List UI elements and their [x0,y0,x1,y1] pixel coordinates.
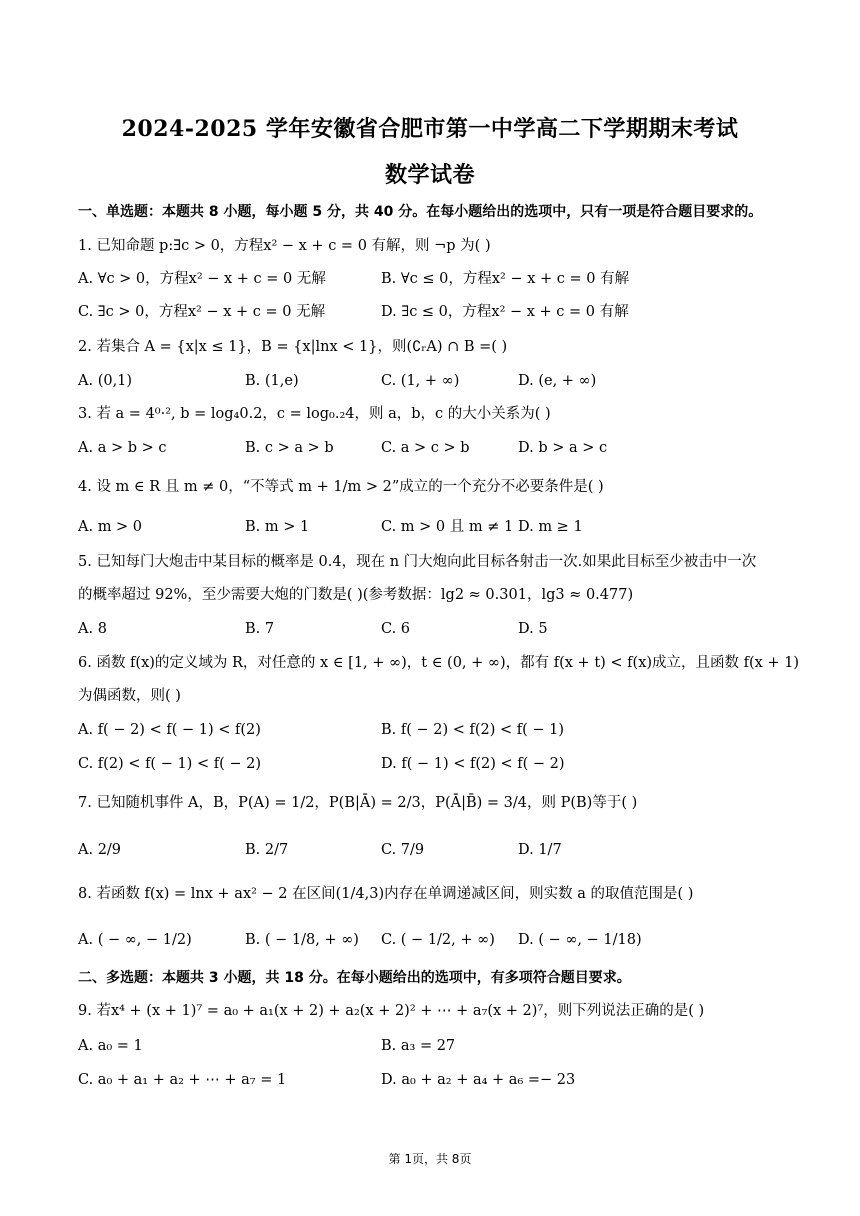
exam-subtitle: 数学试卷 [384,162,475,188]
question-4-option-a: A. m > 0 [78,519,143,535]
question-1-option-c: C. ∃c > 0，方程x² − x + c = 0 无解 [78,304,326,320]
question-9-stem: 9. 若x⁴ + (x + 1)⁷ = a₀ + a₁(x + 2) + a₂(x + 2)² + ⋯ + a₇(x + 2)⁷，则下列说法正确的是( ) [78,1003,705,1019]
question-7-option-b: B. 2/7 [245,842,289,858]
question-6-stem-line-1: 6. 函数 f(x)的定义域为 R，对任意的 x ∈ [1, + ∞)，t ∈ (0, + ∞)，都有 f(x + t) < f(x)成立，且函数 f(x + 1) [78,655,800,671]
question-5-option-b: B. 7 [245,621,275,637]
question-4-stem: 4. 设 m ∈ R 且 m ≠ 0，“不等式 m + 1/m > 2”成立的一个充分不必要条件是( ) [78,479,604,495]
question-2-stem: 2. 若集合 A = {x|x ≤ 1}，B = {x|lnx < 1}，则(∁ᵣA) ∩ B =( ) [78,339,508,355]
question-7-option-c: C. 7/9 [381,842,425,858]
question-6-option-a: A. f( − 2) < f( − 1) < f(2) [78,722,261,738]
question-8-option-a: A. ( − ∞, − 1/2) [78,932,192,948]
question-6-option-c: C. f(2) < f( − 1) < f( − 2) [78,756,261,772]
question-2-option-a: A. (0,1) [78,373,133,389]
question-6-option-b: B. f( − 2) < f(2) < f( − 1) [381,722,565,738]
question-9-option-c: C. a₀ + a₁ + a₂ + ⋯ + a₇ = 1 [78,1072,287,1088]
question-8-stem: 8. 若函数 f(x) = lnx + ax² − 2 在区间(1/4,3)内存在单调递减区间，则实数 a 的取值范围是( ) [78,886,694,902]
question-1-option-b: B. ∀c ≤ 0，方程x² − x + c = 0 有解 [381,271,630,287]
question-6-stem-line-2: 为偶函数，则( ) [78,688,181,704]
question-4-option-d: D. m ≥ 1 [518,519,583,535]
question-3-option-c: C. a > c > b [381,440,470,456]
question-2-option-c: C. (1, + ∞) [381,373,460,389]
question-1-option-a: A. ∀c > 0，方程x² − x + c = 0 无解 [78,271,326,287]
question-6-option-d: D. f( − 1) < f(2) < f( − 2) [381,756,565,772]
question-5-option-a: A. 8 [78,621,107,637]
question-8-option-d: D. ( − ∞, − 1/18) [518,932,642,948]
question-3-stem: 3. 若 a = 4⁰·², b = log₄0.2，c = log₀.₂4，则 a，b，c 的大小关系为( ) [78,406,551,422]
question-3-option-d: D. b > a > c [518,440,608,456]
question-7-stem: 7. 已知随机事件 A，B，P(A) = 1/2，P(B|Ā) = 2/3，P(Ā|B̄) = 3/4，则 P(B)等于( ) [78,795,638,811]
question-8-option-b: B. ( − 1/8, + ∞) [245,932,359,948]
question-8-option-c: C. ( − 1/2, + ∞) [381,932,495,948]
question-2-option-b: B. (1,e) [245,373,299,389]
question-7-option-d: D. 1/7 [518,842,562,858]
question-9-option-b: B. a₃ = 27 [381,1038,456,1054]
question-9-option-a: A. a₀ = 1 [78,1038,143,1054]
question-1-option-d: D. ∃c ≤ 0，方程x² − x + c = 0 有解 [381,304,629,320]
question-9-option-d: D. a₀ + a₂ + a₄ + a₆ =− 23 [381,1072,576,1088]
section-multiple-choice-heading: 二、多选题：本题共 3 小题，共 18 分。在每小题给出的选项中，有多项符合题目要求。 [78,970,631,986]
question-7-option-a: A. 2/9 [78,842,122,858]
question-4-option-c: C. m > 0 且 m ≠ 1 [381,519,514,535]
page-footer: 第 1页，共 8页 [388,1152,472,1166]
question-3-option-b: B. c > a > b [245,440,334,456]
question-5-stem-line-1: 5. 已知每门大炮击中某目标的概率是 0.4，现在 n 门大炮向此目标各射击一次.如果此目标至少被击中一次 [78,554,757,570]
question-4-option-b: B. m > 1 [245,519,310,535]
question-5-stem-line-2: 的概率超过 92%，至少需要大炮的门数是( )(参考数据：lg2 ≈ 0.301，lg3 ≈ 0.477) [78,587,634,603]
question-2-option-d: D. (e, + ∞) [518,373,597,389]
question-3-option-a: A. a > b > c [78,440,167,456]
exam-title: 2024-2025 学年安徽省合肥市第一中学高二下学期期末考试 [121,116,739,142]
question-5-option-d: D. 5 [518,621,548,637]
section-single-choice-heading: 一、单选题：本题共 8 小题，每小题 5 分，共 40 分。在每小题给出的选项中，只有一项是符合题目要求的。 [78,204,763,220]
question-1-stem: 1. 已知命题 p:∃c > 0，方程x² − x + c = 0 有解，则 ¬p 为( ) [78,238,491,254]
question-5-option-c: C. 6 [381,621,411,637]
